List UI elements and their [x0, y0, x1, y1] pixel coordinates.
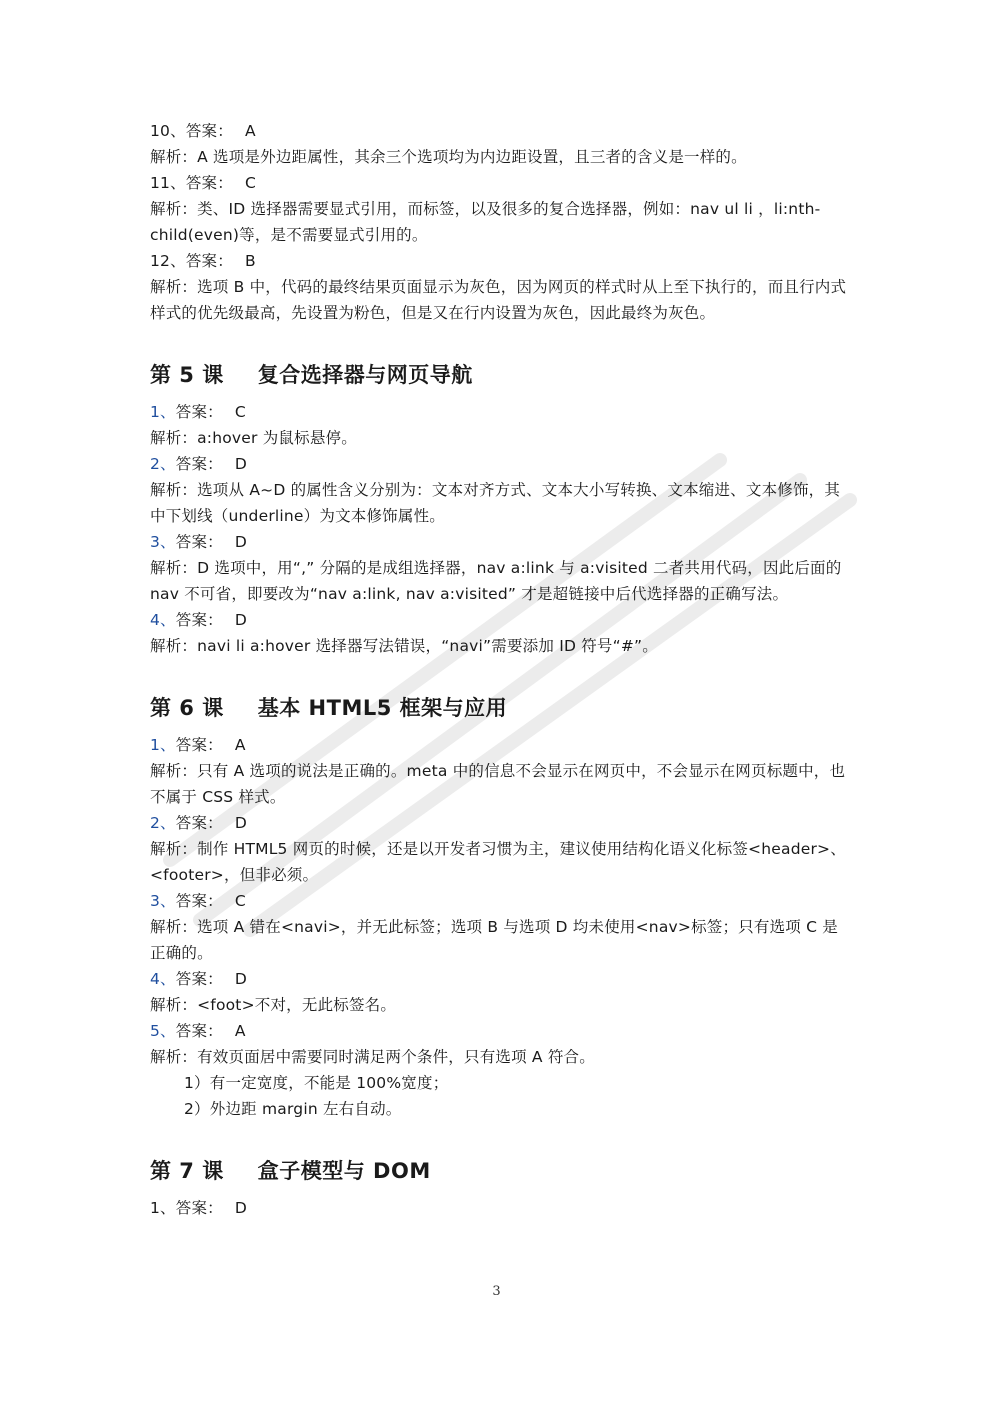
answer-line: 2、答案： D [150, 814, 248, 832]
explanation-text: 解析：navi li a:hover 选择器写法错误，“navi”需要添加 ID 符号“#”。 [150, 637, 658, 655]
explanation-text: 解析：只有 A 选项的说法是正确的。meta 中的信息不会显示在网页中，不会显示在网页标题中，也不属于 CSS 样式。 [150, 762, 846, 806]
document-body [150, 118, 850, 1221]
answer-line: 3、答案： C [150, 892, 246, 910]
answer-line: 10、答案： A [150, 122, 256, 140]
explanation-text: 解析：选项 B 中，代码的最终结果页面显示为灰色，因为网页的样式时从上至下执行的，而且行内式样式的优先级最高，先设置为粉色，但是又在行内设置为灰色，因此最终为灰色。 [150, 278, 847, 322]
condition-item: 2）外边距 margin 左右自动。 [184, 1100, 402, 1118]
explanation-text: 解析：a:hover 为鼠标悬停。 [150, 429, 357, 447]
answer-line: 11、答案： C [150, 174, 256, 192]
answer-line: 4、答案： D [150, 611, 248, 629]
explanation-text: 解析：D 选项中，用“,” 分隔的是成组选择器，nav a:link 与 a:visited 二者共用代码，因此后面的 nav 不可省，即要改为“nav a:link, nav a:visited” 才是超链接中后代选择器的正确写法。 [150, 559, 842, 603]
answer-line: 3、答案： D [150, 533, 248, 551]
condition-item: 1）有一定宽度，不能是 100%宽度； [184, 1074, 449, 1092]
explanation-text: 解析：<foot>不对，无此标签名。 [150, 996, 397, 1014]
answer-line: 12、答案： B [150, 252, 256, 270]
lesson-heading: 第 6 课 基本 HTML5 框架与应用 [150, 696, 508, 720]
explanation-text: 解析：类、ID 选择器需要显式引用，而标签，以及很多的复合选择器，例如：nav ul li ，li:nth-child(even)等，是不需要显式引用的。 [150, 200, 821, 244]
explanation-text: 解析：有效页面居中需要同时满足两个条件，只有选项 A 符合。 [150, 1048, 595, 1066]
explanation-text: 解析：选项 A 错在<navi>，并无此标签；选项 B 与选项 D 均未使用<nav>标签；只有选项 C 是正确的。 [150, 918, 838, 962]
answer-line: 2、答案： D [150, 455, 248, 473]
lesson-heading: 第 5 课 复合选择器与网页导航 [150, 363, 473, 387]
answer-line: 4、答案： D [150, 970, 248, 988]
explanation-text: 解析：选项从 A~D 的属性含义分别为：文本对齐方式、文本大小写转换、文本缩进、文本修饰，其中下划线（underline）为文本修饰属性。 [150, 481, 841, 525]
answer-line: 5、答案： A [150, 1022, 246, 1040]
answer-line: 1、答案： A [150, 736, 246, 754]
explanation-text: 解析：制作 HTML5 网页的时候，还是以开发者习惯为主，建议使用结构化语义化标签<header>、<footer>，但非必须。 [150, 840, 846, 884]
answer-line: 1、答案： C [150, 403, 246, 421]
explanation-text: 解析：A 选项是外边距属性，其余三个选项均为内边距设置，且三者的含义是一样的。 [150, 148, 747, 166]
lesson-heading: 第 7 课 盒子模型与 DOM [150, 1159, 431, 1183]
answer-line: 1、答案： D [150, 1199, 248, 1217]
page-number: 3 [492, 1284, 501, 1299]
